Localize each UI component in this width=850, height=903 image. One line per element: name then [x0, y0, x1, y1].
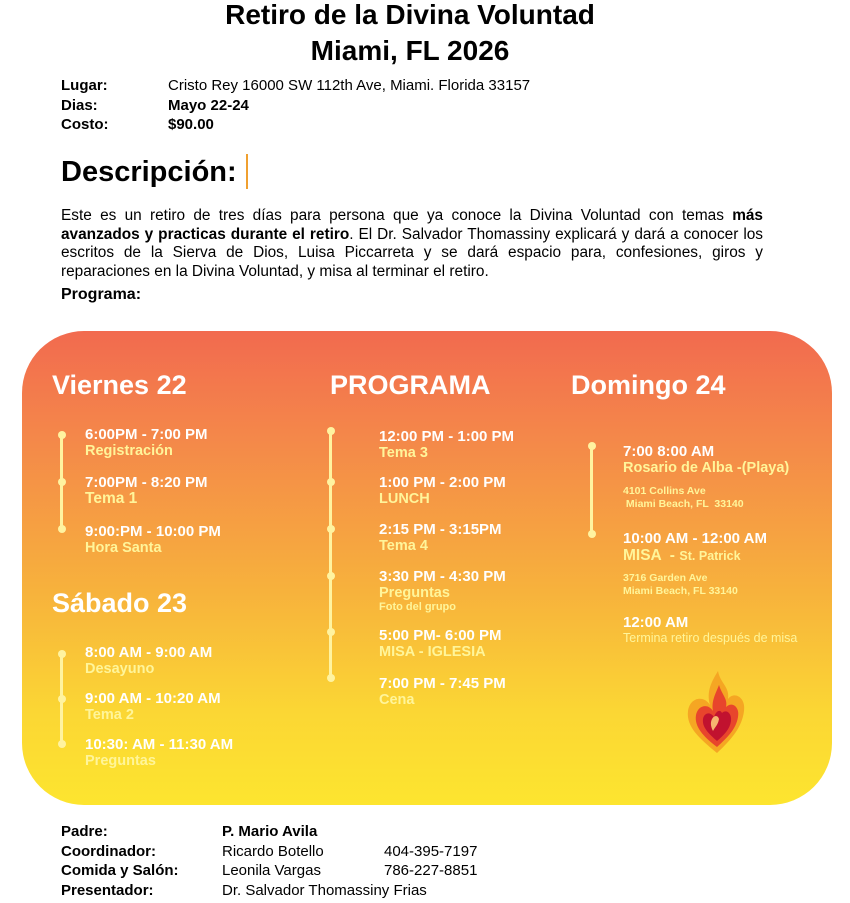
padre-value: P. Mario Avila: [222, 823, 318, 840]
presentador-label: Presentador:: [61, 882, 154, 899]
event-name: Registración: [85, 443, 173, 459]
costo-label: Costo:: [61, 116, 109, 133]
comida-phone: 786-227-8851: [384, 862, 478, 879]
schedule-event: [379, 429, 514, 461]
lugar-value: Cristo Rey 16000 SW 112th Ave, Miami. Florida 33157: [168, 77, 531, 94]
page-subtitle: Miami, FL 2026: [310, 35, 510, 66]
timeline-dot: [327, 572, 335, 580]
text-cursor: [246, 154, 248, 189]
event-name: LUNCH: [379, 491, 430, 507]
schedule-event: [379, 475, 506, 507]
event-name: MISA -: [623, 547, 675, 564]
event-time: 7:00 PM - 7:45 PM: [379, 675, 506, 692]
event-time: 7:00 8:00 AM: [623, 443, 715, 460]
event-name: Rosario de Alba -(Playa): [623, 460, 790, 476]
comida-name: Leonila Vargas: [222, 862, 321, 879]
timeline-dot: [58, 650, 66, 658]
timeline-dot: [327, 525, 335, 533]
schedule-event: [623, 444, 789, 511]
description-paragraph: [61, 207, 763, 281]
timeline-dot: [58, 478, 66, 486]
programa-timeline: [329, 429, 332, 679]
page-title: Retiro de la Divina Voluntad: [225, 0, 595, 30]
event-subtext: Foto del grupo: [379, 601, 456, 613]
comida-label: Comida y Salón:: [61, 862, 179, 879]
description-text-2: . El Dr. Salvador Thomassiny explicará y dará a conocer los escritos de la Sierva de Dios, Luisa Piccarreta y se dará espacio para, confesiones, giros y reparaciones en la Divina Voluntad, y misa al terminar el retiro.: [61, 225, 763, 280]
event-name: Tema 4: [379, 538, 428, 554]
event-name: Tema 2: [85, 707, 134, 723]
event-time: 2:15 PM - 3:15PM: [379, 521, 502, 538]
schedule-event: [379, 522, 502, 554]
schedule-event: [623, 615, 797, 646]
dias-label: Dias:: [61, 97, 98, 114]
timeline-dot: [588, 442, 596, 450]
timeline-dot: [588, 530, 596, 538]
event-name: Hora Santa: [85, 540, 162, 556]
schedule-event: [85, 645, 212, 677]
timeline-dot: [58, 740, 66, 748]
flaming-heart-icon: [682, 669, 752, 755]
event-name: Preguntas: [85, 753, 156, 769]
event-note: Termina retiro después de misa: [623, 631, 798, 645]
schedule-event: [85, 691, 221, 723]
event-address: Miami Beach, FL 33140: [623, 498, 744, 510]
event-time: 8:00 AM - 9:00 AM: [85, 644, 213, 661]
coordinador-label: Coordinador:: [61, 843, 156, 860]
event-time: 7:00PM - 8:20 PM: [85, 474, 208, 491]
schedule-event: [85, 427, 208, 459]
event-name: MISA - IGLESIA: [379, 644, 486, 660]
schedule-event: [85, 475, 208, 507]
domingo-heading: Domingo 24: [571, 370, 726, 400]
domingo-timeline: [590, 444, 593, 536]
programa-label: Programa:: [61, 286, 142, 303]
schedule-event: [85, 524, 221, 556]
description-text-1: Este es un retiro de tres días para persona que ya conoce la Divina Voluntad con temas: [61, 207, 733, 224]
costo-value: $90.00: [168, 116, 214, 133]
event-time: 10:30: AM - 11:30 AM: [85, 736, 234, 753]
timeline-dot: [327, 674, 335, 682]
schedule-panel: [22, 331, 832, 805]
event-name: Desayuno: [85, 661, 155, 677]
description-heading: Descripción:: [61, 156, 237, 188]
description-text-bold: más avanzados y practicas durante el retiro: [61, 207, 763, 243]
presentador-value: Dr. Salvador Thomassiny Frias: [222, 882, 427, 899]
sabado-heading: Sábado 23: [52, 588, 188, 618]
timeline-dot: [327, 628, 335, 636]
event-time: 10:00 AM - 12:00 AM: [623, 530, 767, 547]
event-name-extra: St. Patrick: [679, 549, 741, 563]
schedule-event: [379, 628, 502, 660]
event-name: Tema 3: [379, 445, 428, 461]
event-time: 9:00:PM - 10:00 PM: [85, 523, 221, 540]
event-name: Cena: [379, 692, 415, 708]
timeline-dot: [58, 695, 66, 703]
event-name: Tema 1: [85, 490, 138, 507]
timeline-dot: [327, 478, 335, 486]
schedule-event: [379, 569, 506, 614]
schedule-event: [85, 737, 233, 769]
event-time: 3:30 PM - 4:30 PM: [379, 568, 506, 585]
timeline-dot: [58, 525, 66, 533]
event-address: 3716 Garden Ave: [623, 572, 708, 584]
dias-value: Mayo 22-24: [168, 97, 249, 114]
event-time: 5:00 PM- 6:00 PM: [379, 627, 502, 644]
event-address: 4101 Collins Ave: [623, 485, 706, 497]
programa-heading: PROGRAMA: [330, 370, 491, 400]
event-time: 9:00 AM - 10:20 AM: [85, 690, 221, 707]
coordinador-name: Ricardo Botello: [222, 843, 324, 860]
event-address: Miami Beach, FL 33140: [623, 585, 738, 597]
coordinador-phone: 404-395-7197: [384, 843, 478, 860]
timeline-dot: [327, 427, 335, 435]
padre-label: Padre:: [61, 823, 108, 840]
event-time: 12:00 PM - 1:00 PM: [379, 428, 515, 445]
timeline-dot: [58, 431, 66, 439]
schedule-event: [379, 676, 506, 708]
event-time: 6:00PM - 7:00 PM: [85, 426, 208, 443]
event-time: 12:00 AM: [623, 614, 689, 631]
schedule-event: [623, 531, 767, 598]
lugar-label: Lugar:: [61, 77, 108, 94]
viernes-heading: Viernes 22: [52, 370, 187, 400]
event-name: Preguntas: [379, 585, 450, 601]
event-time: 1:00 PM - 2:00 PM: [379, 474, 506, 491]
